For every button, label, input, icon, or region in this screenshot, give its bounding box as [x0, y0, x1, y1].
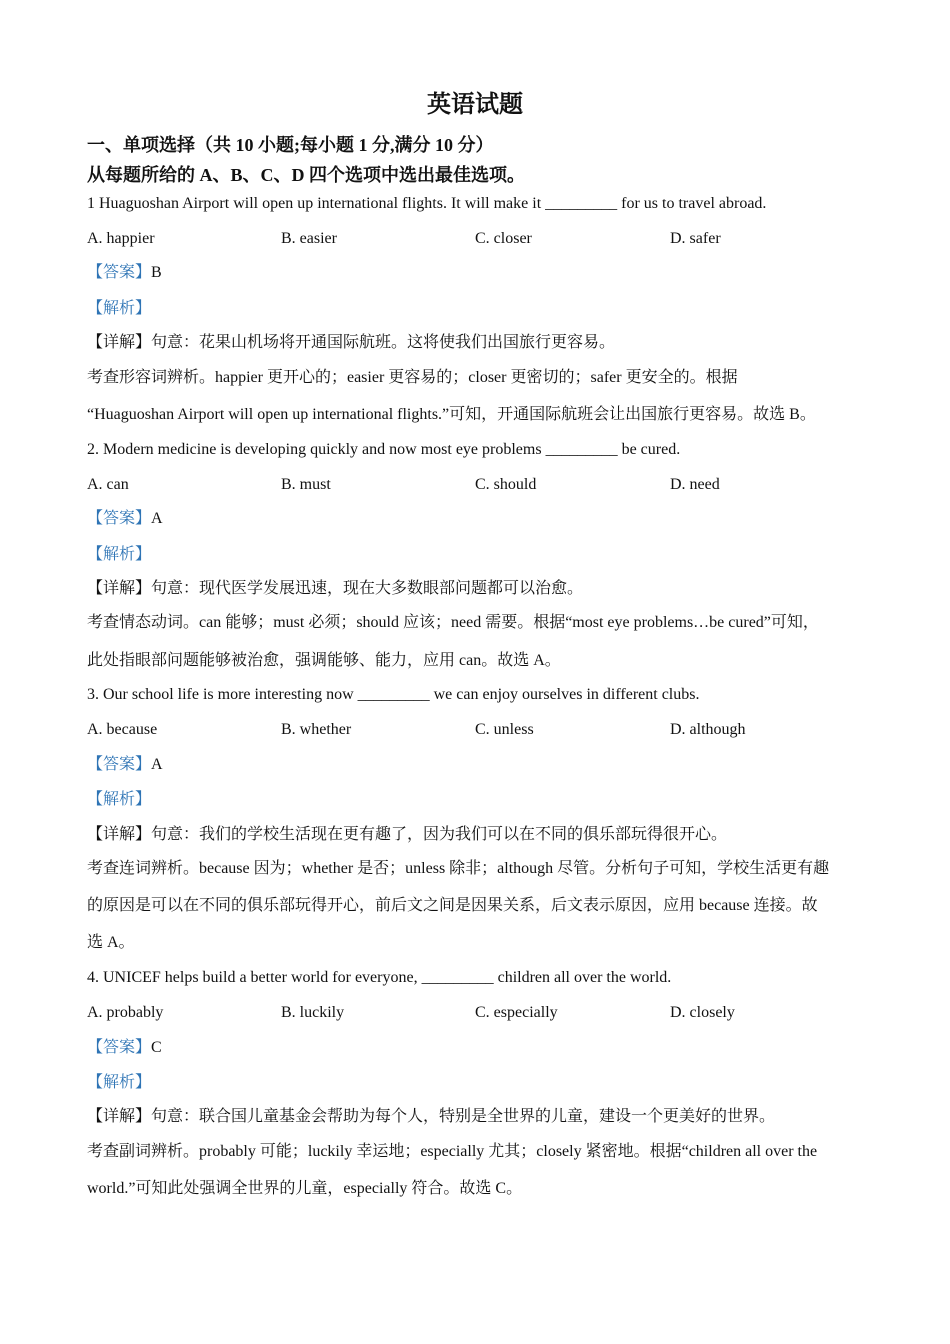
question-stem: 1 Huaguoshan Airport will open up international flights. It will make it _________ for us to travel abroad.	[87, 195, 767, 212]
option-a: A. happier	[87, 230, 155, 247]
analysis-label: 【解析】	[87, 791, 152, 808]
answer-value: B	[151, 264, 162, 281]
option-d: D. although	[670, 721, 746, 738]
detail-text: 句意：我们的学校生活现在更有趣了，因为我们可以在不同的俱乐部玩得很开心。	[151, 826, 728, 843]
option-d: D. need	[670, 476, 720, 493]
option-b: B. easier	[281, 230, 337, 247]
explanation-line: world.”可知此处强调全世界的儿童，especially 符合。故选 C。	[87, 1180, 523, 1197]
question-stem: 4. UNICEF helps build a better world for everyone, _________ children all over the world.	[87, 969, 672, 986]
answer-label: 【答案】	[87, 264, 152, 281]
detail-label: 【详解】	[87, 826, 152, 843]
detail-text: 句意：现代医学发展迅速，现在大多数眼部问题都可以治愈。	[151, 580, 584, 597]
answer-label: 【答案】	[87, 1039, 152, 1056]
detail-label: 【详解】	[87, 1108, 152, 1125]
option-d: D. closely	[670, 1004, 735, 1021]
answer-line	[87, 262, 867, 284]
answer-value: A	[151, 510, 163, 527]
detail-text: 句意：联合国儿童基金会帮助为每个人，特别是全世界的儿童，建设一个更美好的世界。	[151, 1108, 776, 1125]
answer-label: 【答案】	[87, 510, 152, 527]
option-c: C. unless	[475, 721, 534, 738]
explanation-line: 考查情态动词。can 能够；must 必须；should 应该；need 需要。根据“most eye problems…be cured”可知，	[87, 614, 819, 631]
answer-line	[87, 754, 867, 776]
option-c: C. should	[475, 476, 537, 493]
explanation-line: 的原因是可以在不同的俱乐部玩得开心，前后文之间是因果关系，后文表示原因，应用 because 连接。故	[87, 897, 818, 914]
question-stem: 2. Modern medicine is developing quickly and now most eye problems _________ be cured.	[87, 441, 681, 458]
explanation-line: “Huaguoshan Airport will open up international flights.”可知，开通国际航班会让出国旅行更容易。故选 B。	[87, 406, 816, 423]
explanation-line: 此处指眼部问题能够被治愈，强调能够、能力，应用 can。故选 A。	[87, 652, 561, 669]
analysis-label: 【解析】	[87, 546, 152, 563]
page-title: 英语试题	[427, 92, 523, 118]
option-c: C. closer	[475, 230, 532, 247]
detail-line	[87, 332, 867, 354]
option-a: A. can	[87, 476, 129, 493]
question-stem: 3. Our school life is more interesting now _________ we can enjoy ourselves in different clubs.	[87, 686, 700, 703]
option-b: B. luckily	[281, 1004, 345, 1021]
section-heading: 一、单项选择（共 10 小题;每小题 1 分,满分 10 分）	[87, 135, 494, 155]
explanation-line: 考查连词辨析。because 因为；whether 是否；unless 除非；although 尽管。分析句子可知，学校生活更有趣	[87, 860, 830, 877]
answer-line	[87, 508, 867, 530]
option-d: D. safer	[670, 230, 721, 247]
answer-label: 【答案】	[87, 756, 152, 773]
option-b: B. whether	[281, 721, 352, 738]
detail-label: 【详解】	[87, 334, 152, 351]
option-a: A. probably	[87, 1004, 164, 1021]
explanation-line: 考查副词辨析。probably 可能；luckily 幸运地；especially 尤其；closely 紧密地。根据“children all over the	[87, 1143, 818, 1160]
section-instruction: 从每题所给的 A、B、C、D 四个选项中选出最佳选项。	[87, 165, 526, 185]
option-a: A. because	[87, 721, 158, 738]
detail-line	[87, 578, 867, 600]
detail-text: 句意：花果山机场将开通国际航班。这将使我们出国旅行更容易。	[151, 334, 616, 351]
option-c: C. especially	[475, 1004, 558, 1021]
explanation-line: 选 A。	[87, 934, 135, 951]
detail-line	[87, 1106, 867, 1128]
detail-line	[87, 824, 867, 846]
answer-value: A	[151, 756, 163, 773]
explanation-line: 考查形容词辨析。happier 更开心的；easier 更容易的；closer 更密切的；safer 更安全的。根据	[87, 369, 738, 386]
detail-label: 【详解】	[87, 580, 152, 597]
option-b: B. must	[281, 476, 331, 493]
analysis-label: 【解析】	[87, 1074, 152, 1091]
answer-line	[87, 1037, 867, 1059]
answer-value: C	[151, 1039, 162, 1056]
analysis-label: 【解析】	[87, 300, 152, 317]
